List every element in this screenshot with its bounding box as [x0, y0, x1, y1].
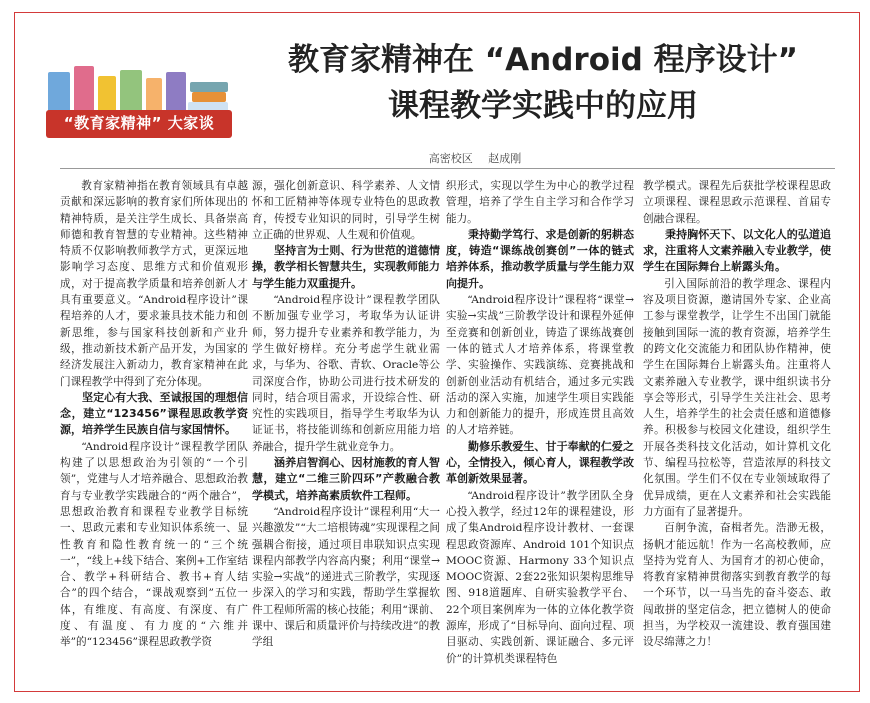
article-column-4 — [643, 178, 831, 678]
divider — [60, 168, 835, 169]
column-label: “教育家精神” 大家谈 — [63, 114, 215, 132]
article-column-3 — [446, 178, 634, 678]
paragraph: “Android程序设计”课程将“课堂→实验→实战”三阶教学设计和课程外延伸至竞赛和创新创业，铸造了课练战赛创一体的链式人才培养体系，将课堂教学、实验操作、实践演练、竞赛挑战和创新创业活动有机结合，通过多元实践活动的深入实施，加速学生项目实践能力和创新能力的提升，形成连贯且高效的人才培养链。 — [446, 294, 634, 437]
article-column-1 — [60, 178, 248, 678]
book-pink-icon — [74, 66, 94, 114]
paragraph: 源，强化创新意识、科学素养、人文情怀和工匠精神等体现专业特色的思政教育，传授专业知识的同时，引导学生树立正确的世界观、人生观和价值观。 — [252, 180, 440, 241]
headline-line-1: 教育家精神在 “Android 程序设计” — [288, 42, 798, 78]
paragraph: “Android程序设计”课程教学团队不断加强专业学习，考取华为认证讲师，努力提升专业素养和教学能力，为学生做好榜样。充分考虑学生就业需求，与华为、谷歌、青软、Oracle等公司深度合作，协助公司进行技术研发的同时，结合项目需求，开设综合性、研究性的实践项目，指导学生考取华为认证证书，将技能训练和创新应用能力培养融合，提升学生就业竞争力。 — [252, 294, 440, 453]
paragraph: 织形式，实现以学生为中心的教学过程管理，培养了学生自主学习和合作学习能力。 — [446, 180, 634, 225]
paragraph: 引入国际前沿的教学理念、课程内容及项目资源，邀请国外专家、企业高工参与课堂教学，让学生不出国门就能接触到国际一流的教育资源，培养学生的跨文化交流能力和团队协作精神，使学生在国际舞台上崭露头角。注重将人文素养融入专业教学，课中组织读书分享会等形式，引导学生关注社会、思考人生，培养学生的社会责任感和道德修养。积极参与校园文化建设，组织学生开展各类科技文化活动，如计算机文化节、编程马拉松等，营造浓厚的科技文化氛围。学生们不仅在专业领域取得了优异成绩，更在人文素养和社会实践能力方面有了显著提升。 — [643, 277, 831, 518]
book-green-icon — [120, 70, 142, 114]
book-purple-icon — [166, 72, 186, 114]
book-lying-icon — [190, 82, 228, 92]
paragraph: “Android程序设计”课程利用“大一兴趣激发”“大二培根铸魂”实现课程之间强耦合衔接，通过项目串联知识点实现课程内部教学内容高内聚；利用“课堂→实验→实战”的递进式三阶教学，实现逐步深入的学习和实践，帮助学生掌握软件工程师所需的核心技能；利用“课前、课中、课后和质量评价与持续改进”的教学组 — [252, 505, 440, 649]
section-heading: 涵养启智润心、因材施教的育人智慧，建立“二维三阶四环”产教融合教学模式，培养高素质软件工程师。 — [252, 456, 440, 502]
headline-line-2: 课程教学实践中的应用 — [388, 88, 698, 124]
section-heading: 勤修乐教爱生、甘于奉献的仁爱之心，全情投入，倾心育人，课程教学改革创新效果显著。 — [446, 439, 634, 486]
byline-org: 高密校区 — [428, 152, 473, 165]
paragraph: 教育家精神指在教育领域具有卓越贡献和深远影响的教育家们所体现出的精神特质，是关注学生成长、具备崇高师德和教育智慧的专业精神。这些精神特质不仅影响教师教学方式，更深远地影响学习态度、思维方式和价值观形成，对于提高教学质量和培养创新人才具有重要意义。“Android程序设计”课程培养的人才，要求兼具技术能力和创新思维，参与国家科技创新和产业升级，推动新技术新产品开发，为国家的经济发展注入新动力，教育家精神在此门课程教学中得到了充分体现。 — [60, 180, 248, 388]
headline — [248, 40, 838, 126]
book-blue-icon — [48, 72, 70, 114]
section-heading: 坚定心有大我、至诚报国的理想信念，建立“123456”课程思政教学资源，培养学生民族自信与家国情怀。 — [60, 390, 248, 437]
paragraph: 教学模式。课程先后获批学校课程思政立项课程、课程思政示范课程、首届专创融合课程。 — [643, 180, 831, 225]
paragraph: “Android程序设计”教学团队全身心投入教学，经过12年的课程建设，形成了集Android程序设计教材、一套课程思政资源库、Android 101个知识点MOOC资源、Harmony 33个知识点MOOC资源、2套22张知识架构思维导图、918道题库、自研实验教学平台、22个项目案例库为一体的立体化教学资源库，形成了“目标导向、面向过程、项目驱动、实践创新、课证融合、多元评价”的计算机类课程特色 — [446, 489, 634, 665]
byline — [360, 150, 590, 166]
paragraph: 百舸争流，奋楫者先。浩渺无极，扬帆才能远航！作为一名高校教师，应坚持为党育人、为国育才的初心使命，将教育家精神贯彻落实到教育教学的每一个环节，以一马当先的奋斗姿态、敢闯敢拼的坚定信念，把立德树人的使命担当，为学校双一流建设、教育强国建设尽绵薄之力！ — [643, 522, 831, 649]
book-yellow-icon — [98, 76, 116, 114]
section-heading: 秉持勤学笃行、求是创新的躬耕态度，铸造“课练战创赛创”一体的链式培养体系，推动教学质量与学生能力双向提升。 — [446, 227, 634, 290]
paragraph: “Android程序设计”课程教学团队构建了以思想政治为引领的“一个引领”，党建与人才培养融合、思想政治教育与专业教学实践融合的“两个融合”，思想政治教育和课程专业教学目标统一、思政元素和专业知识体系统一、显性教育和隐性教育统一的“三个统一”，“线上+线下结合、案例+工作室结合、教学+科研结合、教书+育人结合”的四个结合，“课战观察到”五位一体，有维度、有高度、有深度、有广度、有温度、有力度的“六维并举”的“123456”课程思政教学资 — [60, 440, 248, 649]
book-orange-icon — [146, 78, 162, 114]
article-column-2 — [252, 178, 440, 678]
byline-author: 赵成刚 — [488, 152, 522, 165]
section-heading: 秉持胸怀天下、以文化人的弘道追求，注重将人文素养融入专业教学，使学生在国际舞台上崭露头角。 — [643, 227, 831, 274]
section-heading: 坚持言为士则、行为世范的道德情操，教学相长智慧共生，实现教师能力与学生能力双重提升。 — [252, 244, 440, 290]
